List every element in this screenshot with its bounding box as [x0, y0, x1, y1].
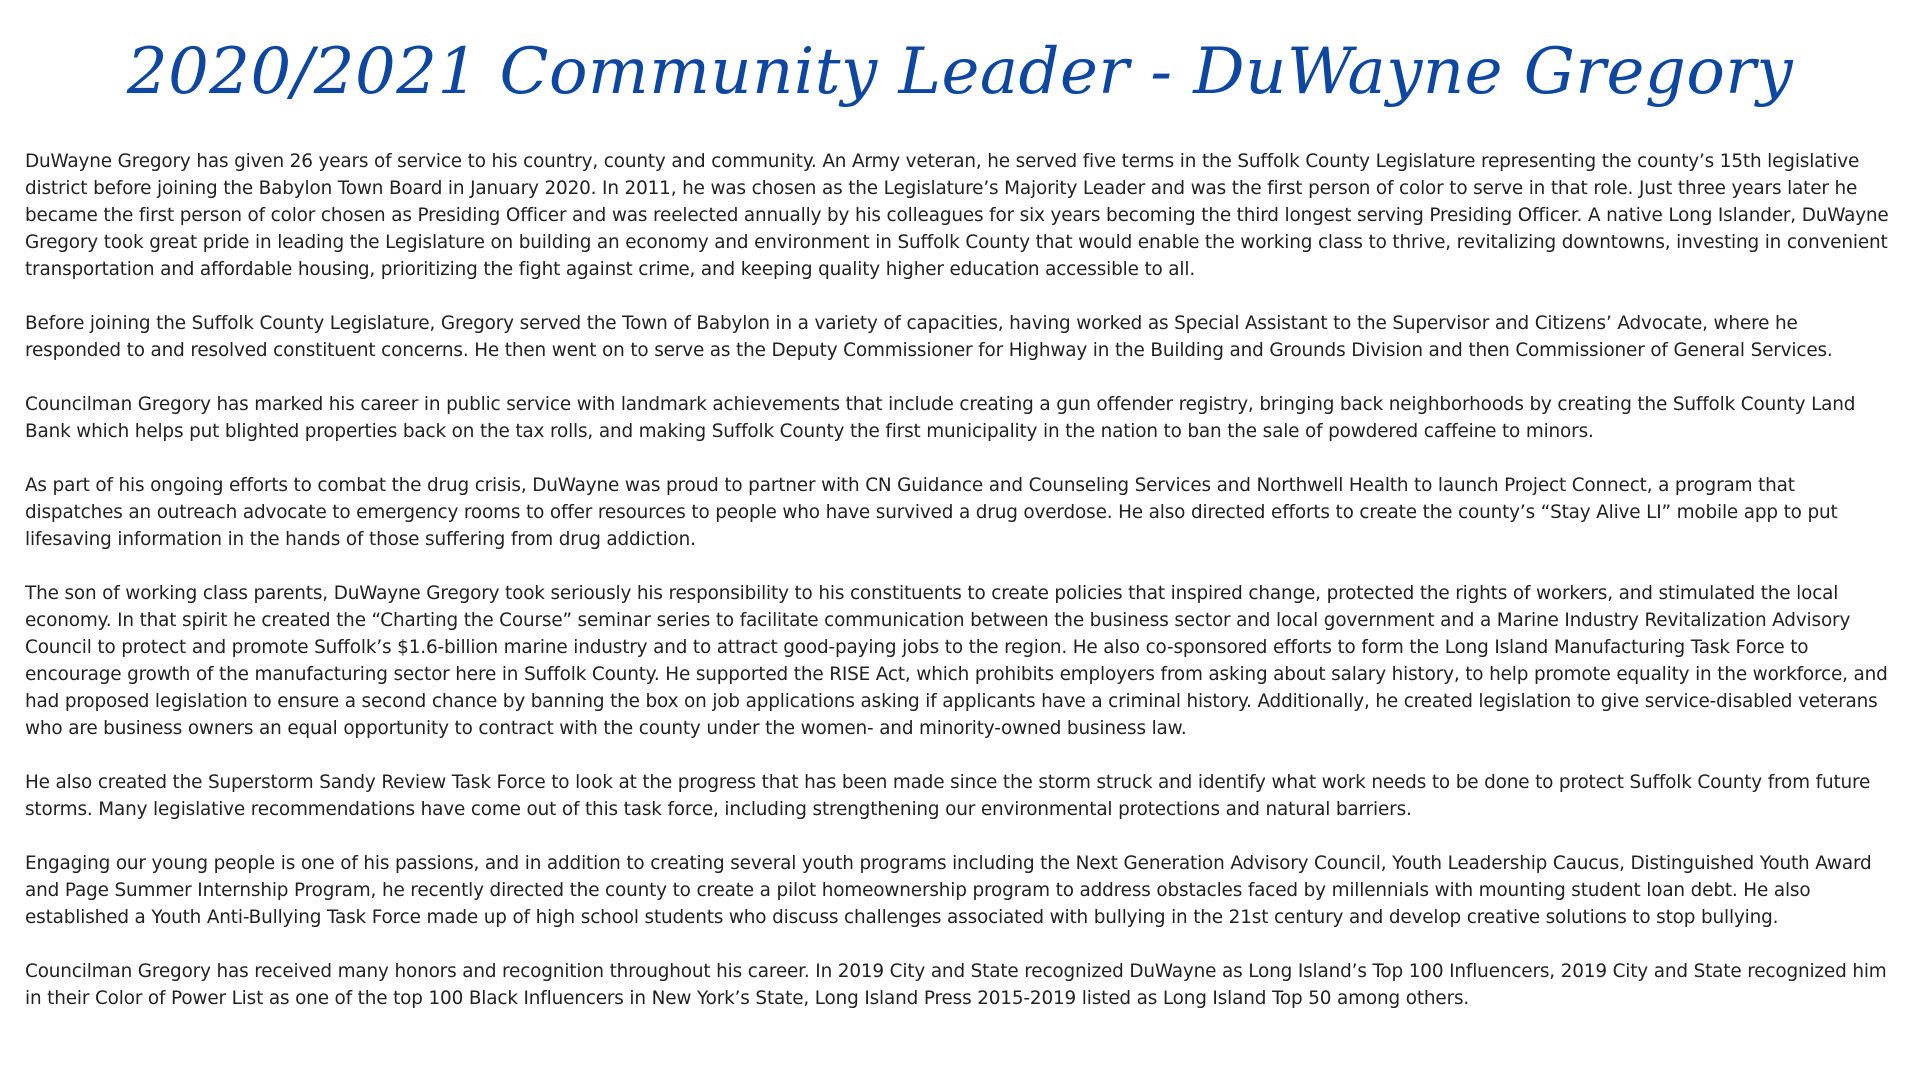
paragraph-drug-crisis: As part of his ongoing efforts to combat the drug crisis, DuWayne was proud to partner with CN Guidance and Counseling Services and Northwell Health to launch Project Connect, a program that dispatches an outreach advocate to emergency rooms to offer resources to people who have survived a drug overdose. He also directed efforts to create the county’s “Stay Alive LI” mobile app to put lifesaving information in the hands of those suffering from drug addiction.: [25, 475, 1838, 550]
paragraph-working-class: The son of working class parents, DuWayne Gregory took seriously his responsibility to his constituents to create policies that inspired change, protected the rights of workers, and stimulated the local economy. In that spirit he created the “Charting the Course” seminar series to facilitate communication between the business sector and local government and a Marine Industry Revitalization Advisory Council to protect and promote Suffolk’s $1.6-billion marine industry and to attract good-paying jobs to the region. He also co-sponsored efforts to form the Long Island Manufacturing Task Force to encourage growth of the manufacturing sector here in Suffolk County. He supported the RISE Act, which prohibits employers from asking about salary history, to help promote equality in the workforce, and had proposed legislation to ensure a second chance by banning the box on job applications asking if applicants have a criminal history. Additionally, he created legislation to give service-disabled veterans who are business owners an equal opportunity to contract with the county under the women- and minority-owned business law.: [25, 583, 1888, 739]
paragraph-youth-programs: Engaging our young people is one of his passions, and in addition to creating several youth programs including the Next Generation Advisory Council, Youth Leadership Caucus, Distinguished Youth Award and Page Summer Internship Program, he recently directed the county to create a pilot homeownership program to address obstacles faced by millennials with mounting student loan debt. He also established a Youth Anti-Bullying Task Force made up of high school students who discuss challenges associated with bullying in the 21st century and develop creative solutions to stop bullying.: [25, 853, 1872, 928]
paragraph-landmark-achievements: Councilman Gregory has marked his career in public service with landmark achievements that include creating a gun offender registry, bringing back neighborhoods by creating the Suffolk County Land Bank which helps put blighted properties back on the tax rolls, and making Suffolk County the first municipality in the nation to ban the sale of powdered caffeine to minors.: [25, 394, 1856, 442]
paragraph-superstorm-sandy: He also created the Superstorm Sandy Review Task Force to look at the progress that has been made since the storm struck and identify what work needs to be done to protect Suffolk County from future storms. Many legislative recommendations have come out of this task force, including strengthening our environmental protections and natural barriers.: [25, 772, 1871, 820]
paragraph-honors: Councilman Gregory has received many honors and recognition throughout his career. In 2019 City and State recognized DuWayne as Long Island’s Top 100 Influencers, 2019 City and State recognized him in their Color of Power List as one of the top 100 Black Influencers in New York’s State, Long Island Press 2015-2019 listed as Long Island Top 50 among others.: [25, 961, 1887, 1009]
paragraph-service-overview: DuWayne Gregory has given 26 years of service to his country, county and community. An Army veteran, he served five terms in the Suffolk County Legislature representing the county’s 15th legislative district before joining the Babylon Town Board in January 2020. In 2011, he was chosen as the Legislature’s Majority Leader and was the first person of color to serve in that role. Just three years later he became the first person of color chosen as Presiding Officer and was reelected annually by his colleagues for six years becoming the third longest serving Presiding Officer. A native Long Islander, DuWayne Gregory took great pride in leading the Legislature on building an economy and environment in Suffolk County that would enable the working class to thrive, revitalizing downtowns, investing in convenient transportation and affordable housing, prioritizing the fight against crime, and keeping quality higher education accessible to all.: [25, 151, 1889, 280]
page-title: 2020/2021 Community Leader - DuWayne Gregory: [126, 35, 1794, 109]
biography-body: [25, 148, 1895, 1012]
paragraph-town-of-babylon: Before joining the Suffolk County Legislature, Gregory served the Town of Babylon in a variety of capacities, having worked as Special Assistant to the Supervisor and Citizens’ Advocate, where he responded to and resolved constituent concerns. He then went on to serve as the Deputy Commissioner for Highway in the Building and Grounds Division and then Commissioner of General Services.: [25, 313, 1833, 361]
